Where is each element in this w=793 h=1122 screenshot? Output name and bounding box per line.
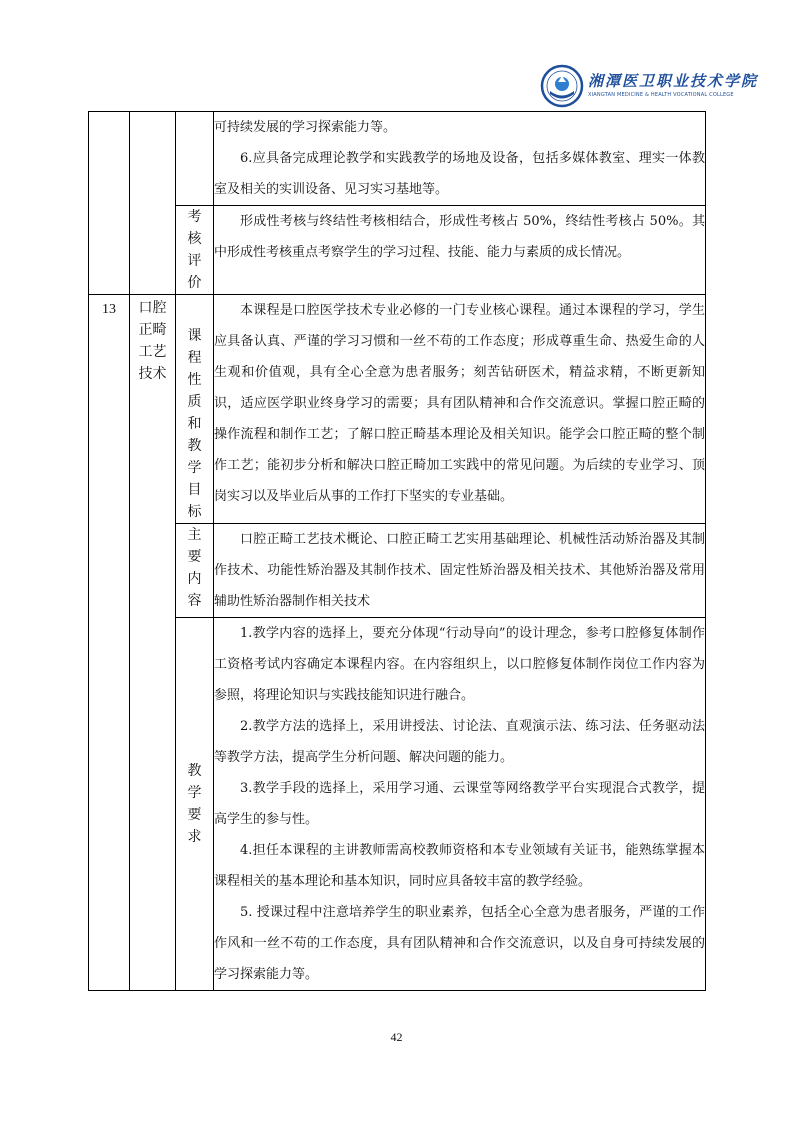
cell-prev-name <box>130 112 176 295</box>
cell-prev-req-label <box>176 112 214 206</box>
content-label: 主 要 内 容 <box>176 524 214 618</box>
prev-req-line-2: 6.应具备完成理论教学和实践教学的场地及设备，包括多媒体教室、理实一体教室及相关的实训设备、见习实习基地等。 <box>214 151 705 197</box>
table-row-course-requirements <box>89 618 706 991</box>
nature-text: 本课程是口腔医学技术专业必修的一门专业核心课程。通过本课程的学习，学生应具备认真、严谨的学习习惯和一丝不苟的工作态度；形成尊重生命、热爱生命的人生观和价值观，具有全心全意为患者服务；刻苦钻研医术，精益求精，不断更新知识，适应医学职业终身学习的需要；具有团队精神和合作交流意识。掌握口腔正畸的操作流程和制作工艺；了解口腔正畸基本理论及相关知识。能学会口腔正畸的整个制作工艺；能初步分析和解决口腔正畸加工实践中的常见问题。为后续的专业学习、顶岗实习以及毕业后从事的工作打下坚实的专业基础。 <box>214 295 706 524</box>
requirement-item: 4.担任本课程的主讲教师需高校教师资格和本专业领域有关证书，能熟练掌握本课程相关的基本理论和基本知识，同时应具备较丰富的教学经验。 <box>214 843 705 889</box>
table-row-continuation-req <box>89 112 706 206</box>
requirement-item: 1.教学内容的选择上，要充分体现“行动导向”的设计理念，参考口腔修复体制作工资格考试内容确定本课程内容。在内容组织上，以口腔修复体制作岗位工作内容为参照，将理论知识与实践技能知识进行融合。 <box>214 626 705 703</box>
school-logo <box>540 62 759 112</box>
nature-label: 课 程 性 质 和 教 学 目 标 <box>176 295 214 524</box>
course-index: 13 <box>102 302 116 317</box>
school-name-en: XIANGTAN MEDICINE & HEALTH VOCATIONAL COLLEGE <box>588 92 734 98</box>
course-name: 口腔 正畸 工艺 技术 <box>138 300 167 382</box>
table-row-course-content <box>89 524 706 618</box>
cell-prev-index <box>89 112 130 295</box>
course-table <box>88 111 706 991</box>
table-row-course-nature <box>89 295 706 524</box>
course-name-cell <box>130 295 176 991</box>
requirement-item: 2.教学方法的选择上，采用讲授法、讨论法、直观演示法、练习法、任务驱动法等教学方法，提高学生分析问题、解决问题的能力。 <box>214 719 705 765</box>
course-index-cell <box>89 295 130 991</box>
requirements-label: 教 学 要 求 <box>176 618 214 991</box>
cell-prev-req-text <box>214 112 706 206</box>
assessment-label: 考 核 评 价 <box>176 206 214 295</box>
school-name-cn: 湘潭医卫职业技术学院 <box>588 72 759 90</box>
assessment-text: 形成性考核与终结性考核相结合，形成性考核占 50%，终结性考核占 50%。其中形成性考核重点考察学生的学习过程、技能、能力与素质的成长情况。 <box>214 206 706 295</box>
school-emblem-icon <box>540 64 584 108</box>
requirement-item: 3.教学手段的选择上，采用学习通、云课堂等网络教学平台实现混合式教学，提高学生的参与性。 <box>214 781 705 827</box>
requirements-text <box>214 618 706 991</box>
prev-req-line-1: 可持续发展的学习探索能力等。 <box>214 120 397 135</box>
requirement-item: 5. 授课过程中注意培养学生的职业素养，包括全心全意为患者服务，严谨的工作作风和一丝不苟的工作态度，具有团队精神和合作交流意识，以及自身可持续发展的学习探索能力等。 <box>214 905 705 982</box>
page-number: 42 <box>390 1030 403 1044</box>
table-row-assessment <box>89 206 706 295</box>
content-text: 口腔正畸工艺技术概论、口腔正畸工艺实用基础理论、机械性活动矫治器及其制作技术、功能性矫治器及其制作技术、固定性矫治器及相关技术、其他矫治器及常用辅助性矫治器制作相关技术 <box>214 524 706 618</box>
